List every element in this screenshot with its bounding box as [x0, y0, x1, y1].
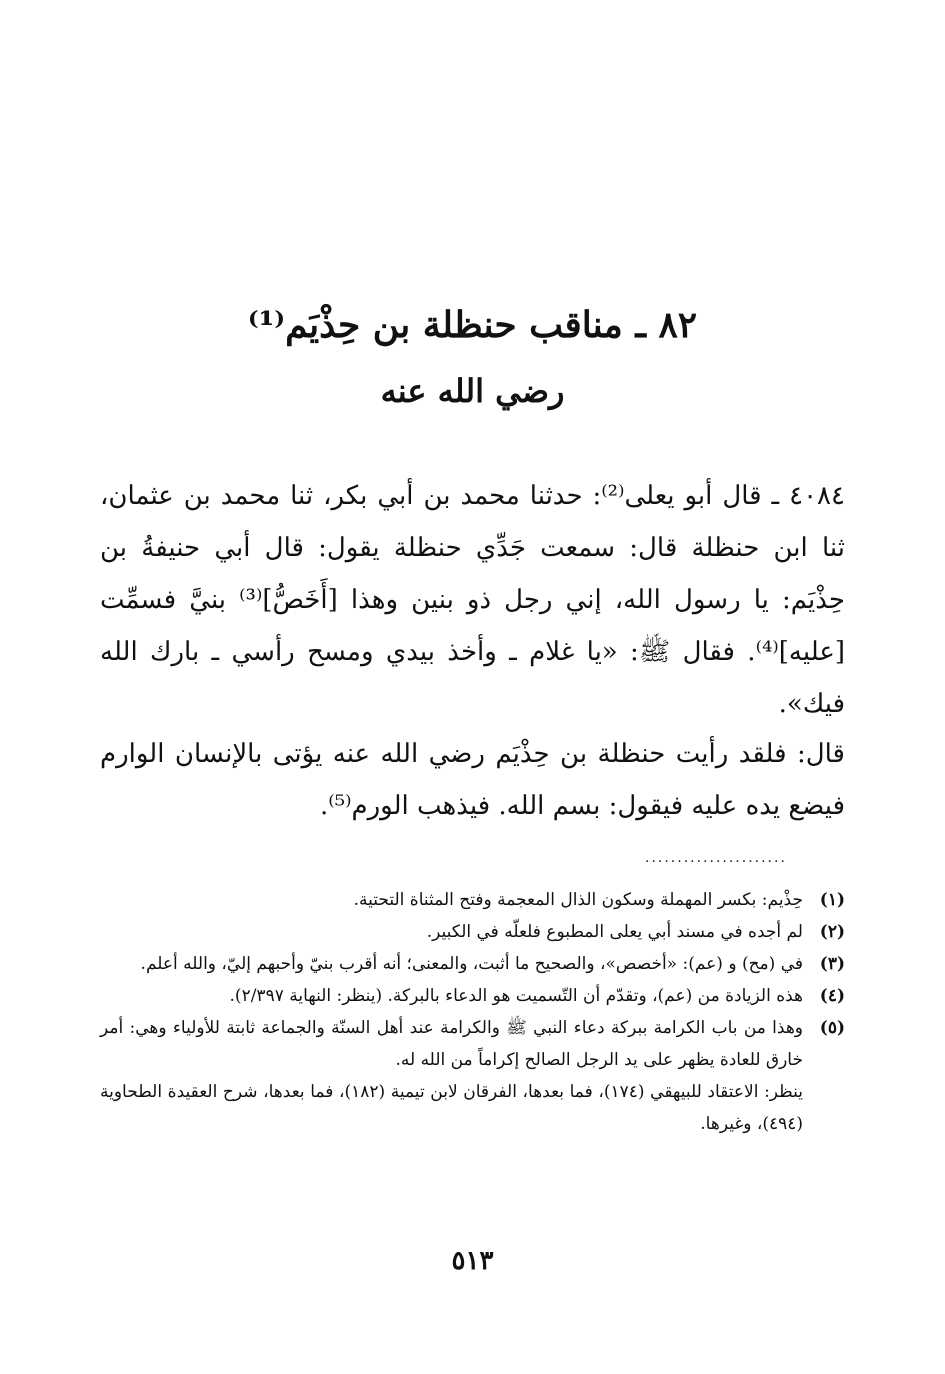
- footnote-text: [100, 980, 803, 1012]
- footnote-number: (٤): [819, 986, 845, 1006]
- footnote-line: حِذْيم: بكسر المهملة وسكون الذال المعجمة وفتح المثناة التحتية.: [353, 890, 803, 910]
- chapter-title: ٨٢ ـ مناقب حنظلة بن حِذْيَم⁽¹⁾: [247, 304, 698, 346]
- footnote-line: في (مح) و (عم): «أخصص»، والصحيح ما أثبت، والمعنى؛ أنه أقرب بنيّ وأحبهم إليّ، والله أعلم.: [140, 954, 803, 974]
- footnote-text: [100, 948, 803, 980]
- narration-paragraph: قال: فلقد رأيت حنظلة بن حِذْيَم رضي الله عنه يؤتى بالإنسان الوارم فيضع يده عليه فيقول: بسم الله. فيذهب الورم⁽⁵⁾.: [100, 739, 845, 821]
- footnote-separator: ......................: [645, 850, 787, 866]
- footnote-text: [100, 1012, 803, 1140]
- footnote-line: ينظر: الاعتقاد للبيهقي (١٧٤)، فما بعدها، الفرقان لابن تيمية (١٨٢)، فما بعدها، شرح العقيدة الطحاوية (٤٩٤)، وغيرها.: [100, 1082, 803, 1134]
- footnote-line: وهذا من باب الكرامة ببركة دعاء النبي ﷺ والكرامة عند أهل السنّة والجماعة ثابتة للأولياء وهي: أمر خارق للعادة يظهر على يد الرجل الصالح إكراماً من الله له.: [100, 1018, 803, 1070]
- footnote-item: [100, 948, 845, 980]
- footnote-number: (٣): [819, 954, 845, 974]
- footnotes-list: [100, 884, 845, 1140]
- footnote-text: [100, 916, 803, 948]
- footnote-number: (٢): [819, 922, 845, 942]
- hadith-paragraph: ٤٠٨٤ ـ قال أبو يعلى⁽²⁾: حدثنا محمد بن أبي بكر، ثنا محمد بن عثمان، ثنا ابن حنظلة قال: سمعت جَدِّي حنظلة يقول: قال أبي حنيفةُ بن حِذْيَم: يا رسول الله، إني رجل ذو بنين وهذا [أَخَصُّ]⁽³⁾ بنيَّ فسمِّت [عليه]⁽⁴⁾. فقال ﷺ: «يا غلام ـ وأخذ بيدي ومسح رأسي ـ بارك الله فيك».: [100, 481, 845, 719]
- page-number: ٥١٣: [451, 1246, 494, 1276]
- footnote-text: [100, 884, 803, 916]
- footnote-item: [100, 916, 845, 948]
- footnote-item: [100, 1012, 845, 1140]
- footnote-line: لم أجده في مسند أبي يعلى المطبوع فلعلّه في الكبير.: [426, 922, 803, 942]
- footnote-line: هذه الزيادة من (عم)، وتقدّم أن التّسميت هو الدعاء بالبركة. (ينظر: النهاية ٢/٣٩٧).: [229, 986, 803, 1006]
- footnote-number: (١): [819, 890, 845, 910]
- footnote-item: [100, 884, 845, 916]
- footnote-item: [100, 980, 845, 1012]
- footnote-number: (٥): [819, 1018, 845, 1038]
- chapter-subtitle: رضي الله عنه: [380, 372, 565, 410]
